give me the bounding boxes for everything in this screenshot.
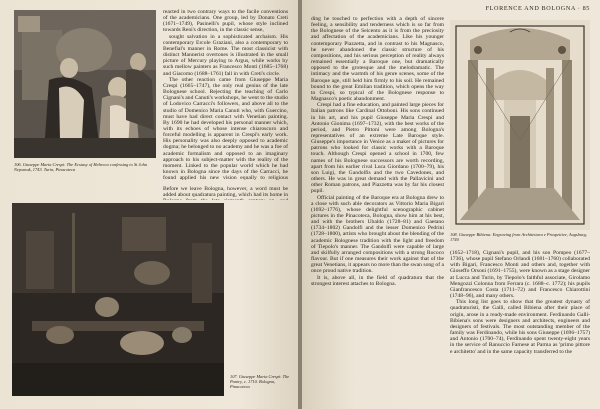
figure-bibiena-engraving <box>450 20 590 230</box>
caption-fig108 <box>450 232 590 242</box>
left-paragraph-2: sought salvation in a sophisticated archaism. His contemporary Ercole Graziani, also a contemporary to Benefial's manner in Rome. The most classicist with distinct Mannerist overtones is illustrated in the small picture of Mercury playing to Argus, while works by such mellow painters as Francesco Monti (1685–1768) and Giacomo (1688–1761) fall in with Creti's circle. <box>163 33 288 77</box>
caption-fig107-text: 107. Giuseppe Maria Crespi: The Pantry, c. 1710. Bologna, Pinacoteca <box>230 374 290 390</box>
left-column-bottom <box>163 186 288 200</box>
right-bottom-paragraph-2: This long list goes to show that the greatest dynasty of quadraturisti, the Galli, called Bibiena after their place of origin, arose in a ready-made environment. Ferdinando Galli-Bibiena's sons were designers and architects, engineers and designers of festivals. The most outstanding member of the family was Ferdinando, while his sons Giuseppe (1696–1757) and Antonio (1700–74), Ferdinando spent twenty-eight years in the service of Ranuccio Farnese at Parma as 'primo pittore e architetto' and in the same capacity transferred to the <box>450 299 590 355</box>
right-column-left-top <box>311 16 444 396</box>
caption-fig106 <box>14 162 156 172</box>
caption-fig107 <box>230 374 292 390</box>
caption-fig108-text: 108. Giuseppe Bibiena: Engraving from Architettura e Prospettive, Augsburg, 1740 <box>450 232 587 243</box>
figure-crespi-pantry <box>12 203 224 396</box>
figure-crespi-ecstasy <box>14 10 156 158</box>
left-column-top <box>163 9 288 181</box>
running-header: FLORENCE AND BOLOGNA · 85 <box>485 5 590 12</box>
right-paragraph-4: It is, above all, in the field of quadratura that the strongest interest attaches to Bologna. <box>311 274 444 287</box>
right-paragraph-1: ding he touched to perfection with a depth of sincere feeling, a sensibility and tenderness which is so far from the Bolognese of the Seicento as it is from the preciosity and affectation of the academicians. Like his younger contemporary Piazzetta, and in contrast to his Magnasco, he never abandoned the classic structure of his compositions, and his serious perception of reality always remained essentially a Baroque one, but dramatically opposed to the grotesque and the melodramatic. The intimacy and the warmth of his genre scenes, some of the Baroque age, still held him firmly to his soil. He remained bound to the great Emilian tradition, which opens the way to Crespi, so typical of the Bolognese response to Magnasco's poetic abandonment. <box>311 16 444 103</box>
left-bottom-paragraph: Before we leave Bologna, however, a word must be added about quadratura painting, which had its home in <box>163 186 288 199</box>
left-paragraph-3: The other reaction came from Giuseppe Maria Crespi (1665–1747), the only real genius of the late Bolognese school. Rejecting the teaching of Carlo Cignani's and Canuti's workshops, he went to the studio of Lodovico Carracci's followers, and above all to the studio of Domenico Maria Canuti who, with Guercino, must have had direct contact with Venetian painting. By 1690 he had developed his personal manner which, with its echoes of whose intense chiaroscuro and forceful modelling is apparent in Crespi's early work. His personality was also deeply opposed to academic dogma; he belonged to no academy and he was a foe of academic formalism and opposed to an imaginary approach to his subject-matter with the reality of the moment. Linked to the popular world which he had known in Bologna since the days of the Carracci, he found applied his new vision equally to religious <box>163 76 288 181</box>
left-page <box>0 0 298 409</box>
right-paragraph-2: Crespi had a fine education, and painted large pieces for Italian patrons like Cardinal Ottoboni. His sons continued in his art, and his pupil Giuseppe Maria Crespi and Antonio Gionima (1697–1732), with the best works of the period, and Pietro Pittoni were among Bologna's representatives of an extreme Late Baroque style. Giuseppe's importance in Venice as a maker of pictures for patrons who looked for classic works with a Baroque touch. Although Crespi opened a school in 1700, few names of his Bolognese successors are worth recording, apart from his earlier rival Luca Giordano (1700–79), his son Luigi, the Gandolfis and the two Cavedones, and others. He was in great demand with the Pallavicini and other Roman patrons, and Piazzetta was by far his closest pupil. <box>311 102 444 195</box>
caption-fig106-text: 106. Giuseppe Maria Crespi: The Ecstasy of Hebecca confessing to St John Nepomuk, 1743. Turin, Pinacoteca <box>14 162 147 173</box>
right-column-right-bottom <box>450 250 590 400</box>
left-paragraph-1: reacted in two contrary ways to the facile conventions of the academicians. One group, led by Donato Creti (1671–1749), Pasinelli's pupil, whose style inclined towards Reni's direction, in the classic sense, <box>163 9 288 34</box>
right-bottom-paragraph-1: (1652–1718), Cignani's pupil, and his son Pompeo (1677–1736), whose pupil Stefano Orlandi (1681–1760) collaborated with Bigari, Francesco Monti and others and, together with Gioseffo Orsoni (1691–1755), were known as a stage designer at Lucca and Turin, by Tiepolo's faithful associate, Girolamo Mengozzi Colonna from Ferrara (c. 1688–c. 1772); his pupils Gianfrancesco Costa (1711–72) and Francesco Chiarottini (1748–96), and many others. <box>450 250 590 300</box>
right-page <box>302 0 600 409</box>
right-paragraph-3: Official painting of the Baroque era at Bologna drew to a close with such able decorators as Vittorio Maria Bigari (1692–1776), whose delightful scenographic cabinet pictures in the Pinacoteca, Bologna, show him at his best, and with the brothers Ubaldo (1728–81) and Gaetano (1734–1802) Gandolfi and the lesser Domenico Pedrini (1728–1800), artists who brought about the blending of the academic Bolognese tradition with the light and freedom of Tiepolo's manner. The Gandolfi were capable of large and skilfully arranged compositions with a strong Rococo flavour. But if one measures their work against that of the great Venetians, it appears no more than the swan song of a once proud native tradition. <box>311 194 444 275</box>
